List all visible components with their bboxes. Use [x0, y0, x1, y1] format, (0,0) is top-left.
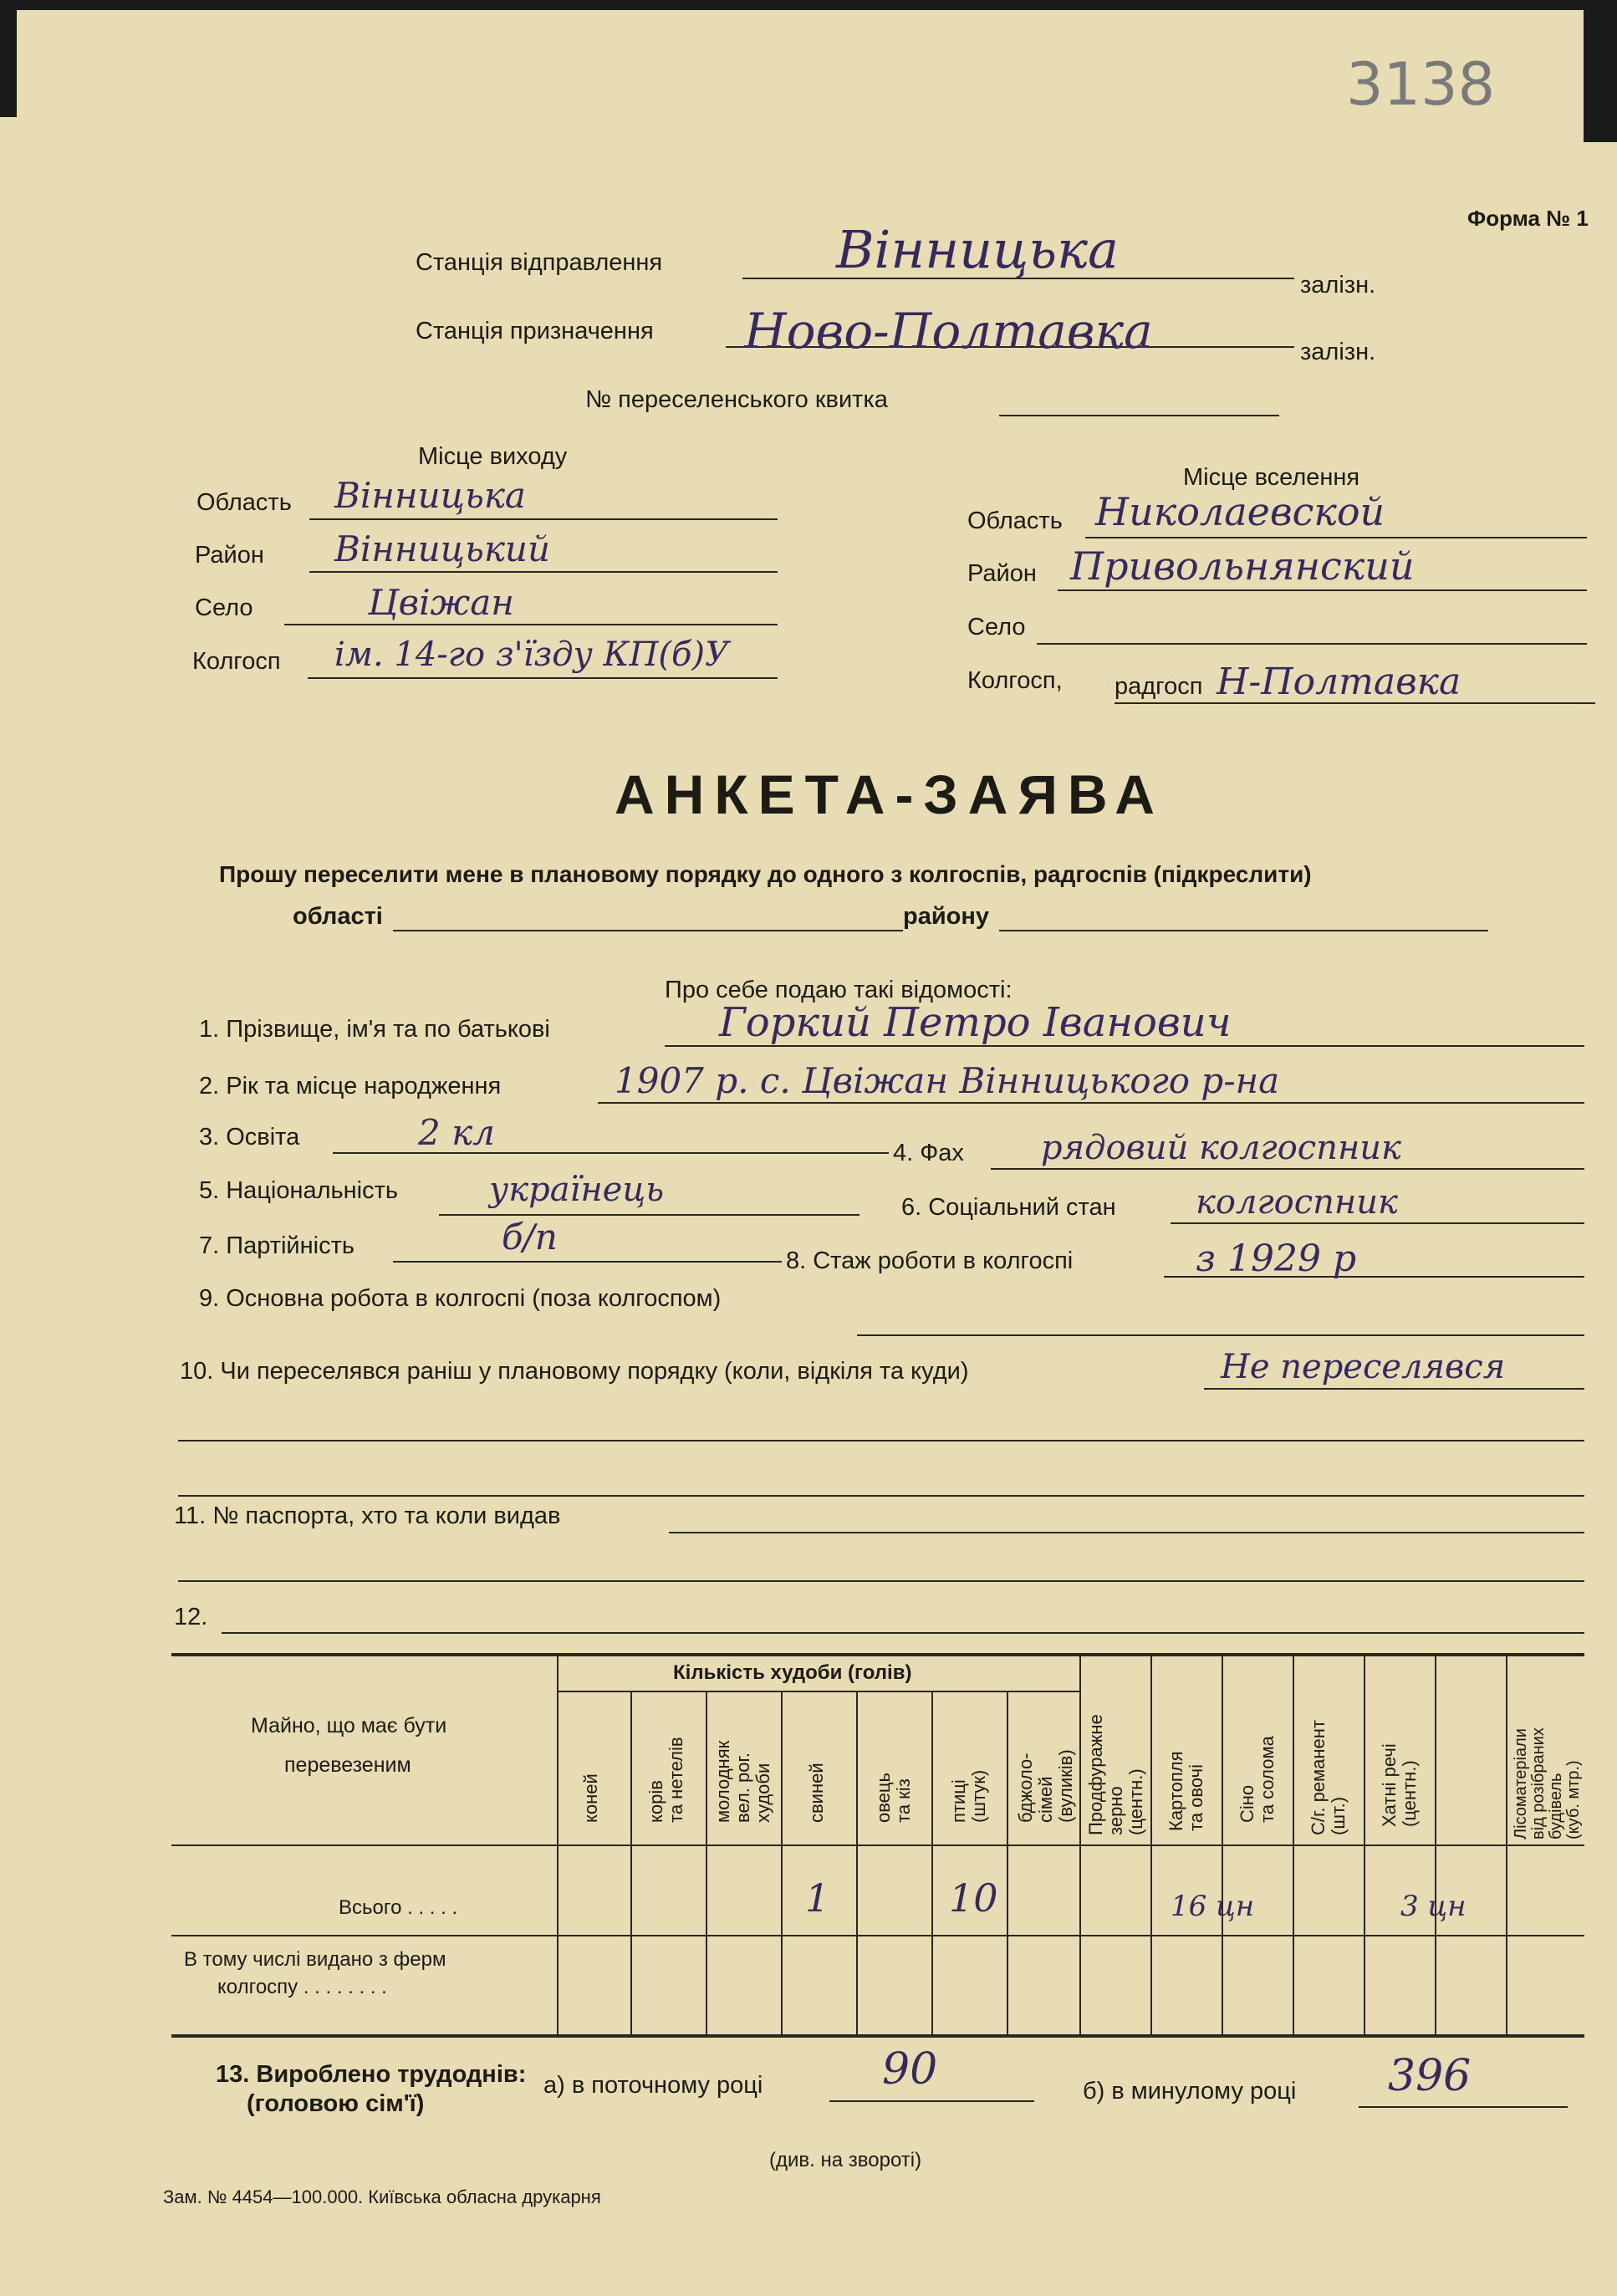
intro-text: Про себе подаю такі відомості:: [665, 977, 1013, 1003]
departure-rail-suffix: залізн.: [1300, 272, 1376, 298]
total-potatoes-value: 16 цн: [1171, 1890, 1255, 1923]
printer-footer: Зам. № 4454—100.000. Київська обласна друкарня: [163, 2186, 601, 2207]
origin-selo-line: [284, 624, 778, 625]
field-5-value: українець: [489, 1171, 665, 1209]
field-7-line: [393, 1261, 782, 1263]
field-2-value: 1907 р. с. Цвіжан Вінницького р-на: [615, 1060, 1280, 1101]
field-10-value: Не переселявся: [1221, 1348, 1506, 1386]
workdays-label-2: (головою сім'ї): [247, 2090, 425, 2117]
property-table: [171, 1651, 1584, 2044]
workdays-label-1: 13. Вироблено трудоднів:: [216, 2061, 527, 2088]
origin-rayon-value: Вінницький: [334, 528, 551, 569]
workdays-previous-value: 396: [1388, 2051, 1472, 2101]
col-header-grain: Продфуражне зерно (центн.): [1085, 1714, 1146, 1835]
total-pigs-value: 1: [805, 1875, 830, 1921]
destination-oblast-value: Николаевской: [1095, 489, 1385, 534]
destination-rayon-value: Привольнянский: [1070, 543, 1415, 589]
origin-oblast-line: [309, 518, 778, 520]
torn-corner-top-left: [0, 0, 17, 117]
field-8-label: 8. Стаж роботи в колгоспі: [786, 1247, 1074, 1274]
workdays-current-value: 90: [882, 2044, 938, 2094]
field-10-line-2: [178, 1440, 1584, 1441]
field-5-label: 5. Національність: [199, 1177, 399, 1204]
origin-selo-label: Село: [195, 594, 253, 621]
request-text: Прошу переселити мене в плановому порядку до одного з колгоспів, радгоспів (підкреслити): [219, 861, 1312, 887]
workdays-current-label: а) в поточному році: [543, 2072, 763, 2099]
departure-station-label: Станція відправлення: [416, 249, 663, 276]
ticket-line: [999, 415, 1279, 416]
origin-kolgosp-label: Колгосп: [192, 648, 281, 675]
field-4-line: [991, 1168, 1584, 1170]
col-header-horses: коней: [580, 1773, 601, 1823]
col-header-bee-colonies: бджоло- сімей (вуликів): [1015, 1749, 1076, 1823]
field-6-label: 6. Соціальний стан: [901, 1194, 1116, 1221]
row-total-label: Всього . . . . .: [339, 1896, 458, 1919]
field-7-label: 7. Партійність: [199, 1232, 355, 1259]
oblasti-label: області: [293, 903, 383, 930]
origin-rayon-label: Район: [195, 542, 264, 569]
origin-heading: Місце виходу: [418, 443, 568, 470]
field-9-line: [857, 1334, 1584, 1336]
field-4-value: рядовий колгоспник: [1041, 1129, 1401, 1167]
field-12-line: [222, 1632, 1584, 1634]
destination-radgosp-underline: [1115, 702, 1211, 704]
ticket-label: № переселенського квитка: [585, 386, 888, 413]
archive-number: 3138: [1346, 50, 1496, 119]
col-header-timber: Лісоматеріали від розібраних будівель (куб. мтр.): [1512, 1727, 1583, 1839]
torn-corner-top-right: [1584, 0, 1617, 142]
col-header-young-cattle: молодняк вел. рог. худоби: [712, 1740, 773, 1823]
property-header-2: перевезеним: [284, 1753, 411, 1777]
destination-selo-line: [1037, 643, 1587, 645]
field-3-line: [333, 1152, 889, 1154]
row-farm-label-1: В тому числі видано з ферм: [184, 1948, 446, 1971]
field-1-label: 1. Прізвище, ім'я та по батькові: [199, 1016, 550, 1043]
field-11-line-2: [178, 1580, 1584, 1582]
field-1-value: Горкий Петро Іванович: [719, 999, 1232, 1046]
field-5-line: [439, 1214, 860, 1216]
see-back-note: (див. на звороті): [769, 2149, 922, 2171]
field-2-line: [598, 1102, 1584, 1104]
origin-oblast-label: Область: [196, 489, 292, 516]
col-header-sheep-goats: овець та кіз: [873, 1773, 914, 1823]
property-header-1: Майно, що має бути: [251, 1714, 447, 1737]
field-6-line: [1171, 1222, 1584, 1224]
destination-station-value: Ново-Полтавка: [744, 303, 1153, 360]
field-8-value: з 1929 р: [1196, 1237, 1357, 1280]
destination-oblast-label: Область: [967, 508, 1063, 534]
col-header-pigs: свиней: [806, 1763, 827, 1823]
col-header-cows: корів та нетелів: [645, 1737, 686, 1823]
destination-selo-label: Село: [967, 614, 1026, 640]
field-7-value: б/п: [502, 1217, 558, 1258]
destination-heading: Місце вселення: [1183, 464, 1360, 491]
departure-station-value: Вінницька: [836, 219, 1120, 280]
field-10-line: [1204, 1388, 1584, 1390]
field-4-label: 4. Фах: [893, 1140, 964, 1166]
row-farm-label-2: колгоспу . . . . . . . .: [217, 1976, 387, 1998]
origin-kolgosp-value: ім. 14-го з'їзду КП(б)У: [334, 635, 729, 674]
form-title: АНКЕТА-ЗАЯВА: [615, 763, 1165, 825]
workdays-previous-label: б) в минулому році: [1083, 2078, 1297, 2105]
field-12-label: 12.: [174, 1604, 208, 1630]
destination-radgosp-label: радгосп: [1115, 673, 1203, 700]
field-3-value: 2 кл: [418, 1112, 495, 1153]
origin-rayon-line: [309, 571, 778, 573]
field-6-value: колгоспник: [1196, 1183, 1398, 1222]
col-header-implements: С/г. реманент (шт.): [1308, 1719, 1349, 1835]
torn-corner-top: [0, 0, 1617, 10]
workdays-current-line: [829, 2100, 1034, 2102]
destination-oblast-line: [1085, 537, 1587, 538]
origin-kolgosp-line: [308, 677, 778, 679]
oblasti-line: [393, 930, 903, 931]
workdays-previous-line: [1359, 2106, 1568, 2108]
form-label: Форма № 1: [1467, 206, 1589, 231]
field-3-label: 3. Освіта: [199, 1124, 300, 1151]
destination-rail-suffix: залізн.: [1300, 339, 1376, 365]
destination-rayon-label: Район: [967, 560, 1037, 587]
field-2-label: 2. Рік та місце народження: [199, 1073, 502, 1100]
destination-kolgosp-label: Колгосп,: [967, 667, 1063, 694]
col-header-hay: Сіно та солома: [1237, 1736, 1278, 1823]
field-11-label: 11. № паспорта, хто та коли видав: [174, 1503, 561, 1529]
livestock-header: Кількість худоби (голів): [673, 1661, 912, 1684]
total-poultry-value: 10: [949, 1875, 998, 1921]
col-header-household: Хатні речі (центн.): [1379, 1743, 1420, 1827]
field-11-line: [669, 1532, 1584, 1533]
destination-rayon-line: [1058, 589, 1587, 591]
rayonu-label: району: [903, 903, 990, 930]
col-header-potatoes: Картопля та овочі: [1166, 1751, 1206, 1831]
origin-selo-value: Цвіжан: [368, 582, 514, 623]
origin-oblast-value: Вінницька: [334, 475, 526, 516]
destination-kolgosp-value: Н-Полтавка: [1217, 661, 1461, 703]
field-10-line-3: [178, 1495, 1584, 1497]
field-9-label: 9. Основна робота в колгоспі (поза колгоспом): [199, 1285, 722, 1312]
field-10-label: 10. Чи переселявся раніш у плановому порядку (коли, відкіля та куди): [180, 1358, 969, 1385]
col-header-poultry: птиці (штук): [948, 1769, 989, 1823]
rayonu-line: [999, 930, 1488, 931]
total-household-value: 3 цн: [1400, 1890, 1467, 1923]
destination-station-label: Станція призначення: [416, 318, 654, 344]
